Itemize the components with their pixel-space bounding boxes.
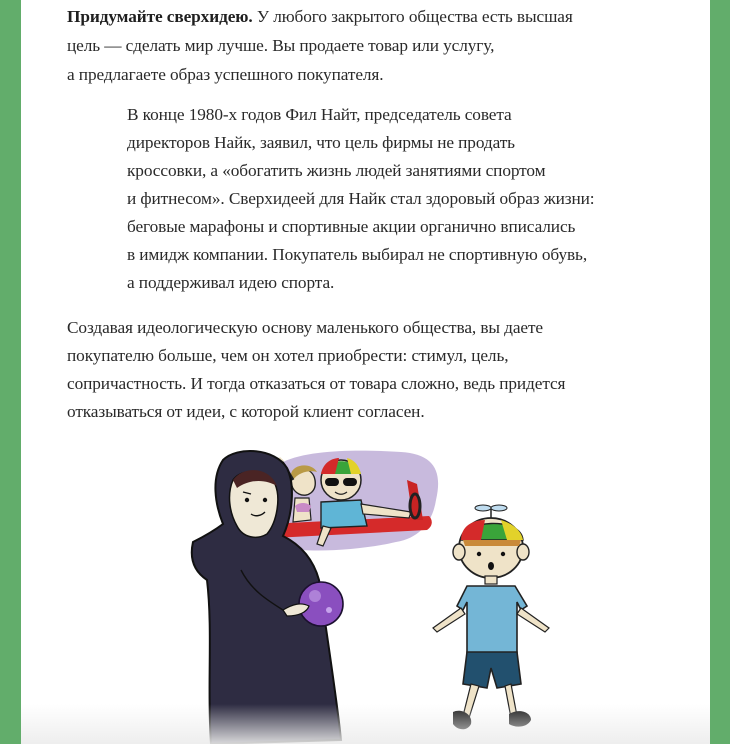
quote-line: в имидж компании. Покупатель выбирал не спортивную обувь, — [127, 245, 588, 264]
quote-line: директоров Найк, заявил, что цель фирмы не продать — [127, 133, 515, 152]
quote-line: и фитнесом». Сверхидеей для Найк стал здоровый образ жизни: — [127, 189, 595, 208]
paragraph-ideology — [67, 314, 697, 426]
illustration — [171, 440, 591, 744]
boy-figure — [433, 505, 549, 729]
paragraph-line: сопричастность. И тогда отказаться от товара сложно, ведь придется — [67, 374, 566, 393]
nike-example-quote — [127, 101, 697, 297]
quote-line: а поддерживал идею спорта. — [127, 273, 335, 292]
quote-line: беговые марафоны и спортивные акции органично вписались — [127, 217, 576, 236]
paragraph-line — [67, 2, 687, 31]
lead-heading: Придумайте сверхидею. — [67, 7, 253, 26]
paragraph-superidea — [67, 2, 687, 89]
quote-line: В конце 1980-х годов Фил Найт, председатель совета — [127, 105, 512, 124]
paragraph-line: Создавая идеологическую основу маленького общества, вы даете — [67, 318, 543, 337]
paragraph-line: отказываться от идеи, с которой клиент согласен. — [67, 402, 425, 421]
paragraph-line: цель — сделать мир лучше. Вы продаете товар или услугу, — [67, 36, 495, 55]
paragraph-line: покупателю больше, чем он хотел приобрести: стимул, цель, — [67, 346, 509, 365]
article-page — [21, 0, 710, 744]
paragraph-line: а предлагаете образ успешного покупателя. — [67, 65, 384, 84]
quote-line: кроссовки, а «обогатить жизнь людей занятиями спортом — [127, 161, 546, 180]
paragraph-text: У любого закрытого общества есть высшая — [252, 7, 573, 26]
